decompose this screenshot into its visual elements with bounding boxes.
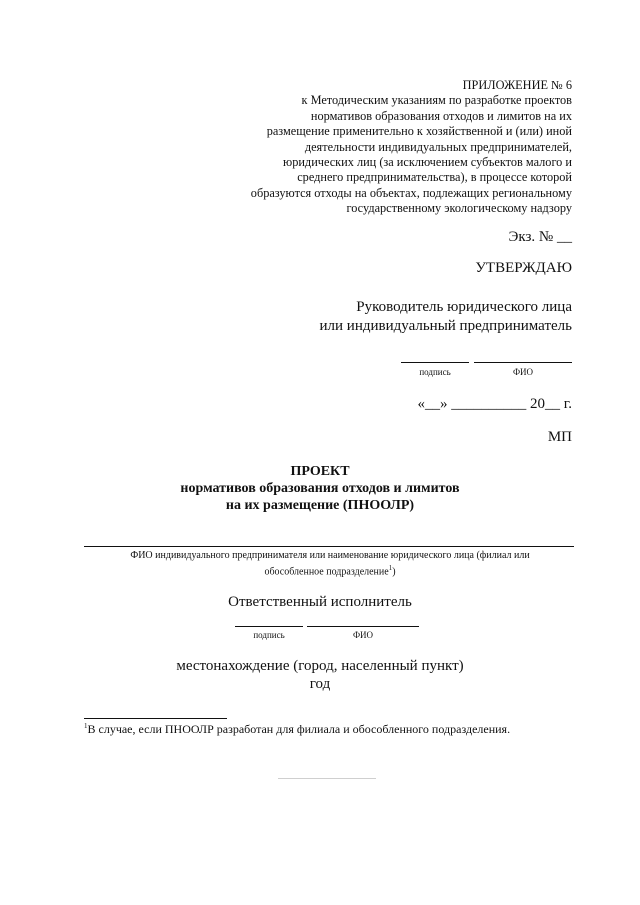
appendix-line: нормативов образования отходов и лимитов на их — [310, 108, 572, 123]
head-line-2: или индивидуальный предприниматель — [319, 318, 572, 334]
executor-name-caption: ФИО — [352, 630, 374, 640]
appendix-header — [192, 78, 572, 217]
footnote-text: В случае, если ПНООЛР разработан для филиала и обособленного подразделения. — [87, 722, 511, 736]
signature-line — [401, 362, 469, 363]
signature-caption: подпись — [419, 367, 451, 377]
approve-heading: УТВЕРЖДАЮ — [475, 260, 572, 276]
executor-signature-caption: подпись — [253, 630, 285, 640]
footnote — [84, 722, 510, 737]
date-line: «__» __________ 20__ г. — [417, 396, 572, 412]
entity-name-line — [84, 546, 574, 547]
footnote-separator — [84, 718, 227, 719]
appendix-line: размещение применительно к хозяйственной и (или) иной — [266, 124, 572, 139]
head-line-1: Руководитель юридического лица — [356, 299, 572, 315]
stamp-place: МП — [547, 429, 572, 445]
appendix-line: к Методическим указаниям по разработке проектов — [301, 93, 572, 108]
page-bottom-rule — [278, 778, 376, 779]
entity-caption-line-2: обособленное подразделение$^1$) — [264, 564, 396, 578]
appendix-line: деятельности индивидуальных предпринимателей, — [304, 139, 572, 154]
entity-caption-line-1: ФИО индивидуального предпринимателя или наименование юридического лица (филиал или — [130, 550, 530, 561]
footnote-mark: 1 — [84, 722, 88, 730]
responsible-executor: Ответственный исполнитель — [228, 594, 412, 610]
title-line-1: ПРОЕКТ — [290, 464, 350, 479]
appendix-line: образуются отходы на объектах, подлежащих региональному — [250, 185, 572, 200]
title-line-3: на их размещение (ПНООЛР) — [225, 498, 415, 513]
footnote-ref: 1 — [388, 564, 393, 572]
appendix-title: ПРИЛОЖЕНИЕ № 6 — [462, 78, 572, 92]
location-line: местонахождение (город, населенный пункт) — [176, 658, 464, 674]
location-block — [0, 657, 640, 693]
name-line — [474, 362, 572, 363]
appendix-line: среднего предпринимательства), в процессе которой — [297, 170, 572, 185]
appendix-line: государственному экологическому надзору — [346, 201, 572, 216]
appendix-line: юридических лиц (за исключением субъектов малого и — [283, 155, 572, 170]
executor-signature-line — [235, 626, 303, 627]
title-line-2: нормативов образования отходов и лимитов — [180, 481, 460, 496]
year-line: год — [309, 676, 331, 692]
copy-number: Экз. № __ — [508, 229, 572, 245]
document-title — [0, 463, 640, 514]
entity-caption — [80, 550, 580, 578]
name-caption: ФИО — [512, 367, 534, 377]
executor-name-line — [307, 626, 419, 627]
head-of-entity — [320, 298, 572, 336]
